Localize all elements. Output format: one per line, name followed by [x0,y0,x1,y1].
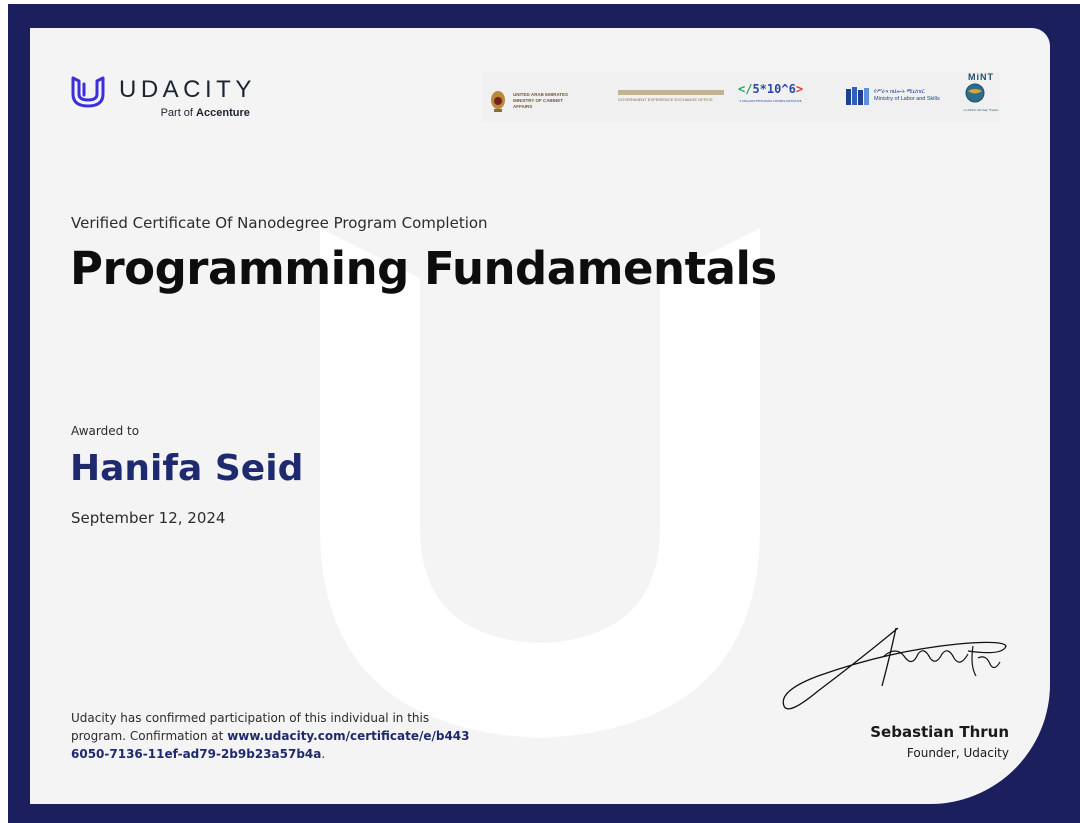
uae-ministry-logo [488,88,577,114]
accenture-tagline: Part of Accenture [160,107,250,119]
globe-icon [964,82,986,104]
certificate-type: Verified Certificate Of Nanodegree Program Completion [71,214,488,232]
signature-image [778,606,1014,726]
recipient-name: Hanifa Seid [70,448,304,489]
labor-ministry-english: Ministry of Labor and Skills [874,96,940,102]
confirmation-text: Udacity has confirmed participation of this individual in this program. Confirmation at www.udacity.com/certificate/e/b4436050-7136-11ef-ad79-2b9b23a57b4a. [71,711,470,761]
confirmation-link[interactable]: www.udacity.com/certificate/e/b4436050-7136-11ef-ad79-2b9b23a57b4a [71,729,470,761]
partner-logos-strip [482,72,1000,122]
uae-emblem-icon [488,88,508,114]
certificate-paper [30,28,1050,804]
labor-ministry-amharic: የሥራና ክህሎት ሚኒስቴር [874,89,925,95]
mint-subtext: የኢኖቬሽንና ቴክኖሎጂ ሚኒስቴር [963,108,999,112]
gov-exchange-logo [618,90,724,102]
udacity-logo [70,74,256,119]
labor-ministry-logo [846,86,940,106]
program-title: Programming Fundamentals [70,242,777,295]
udacity-wordmark: UDACITY [119,76,256,103]
mint-text: MiNT [968,72,994,82]
award-date: September 12, 2024 [71,509,226,527]
signatory-title: Founder, Udacity [906,746,1009,760]
ethiopian-coders-logo: </5*10^6> 5 MILLION ETHIOPIAN CODERS INITIATIVE [738,82,804,103]
books-icon [846,86,870,106]
coders-tagline: 5 MILLION ETHIOPIAN CODERS INITIATIVE [739,99,802,103]
coders-code-text: 5*10^6 [752,82,796,96]
awarded-to-label: Awarded to [71,424,140,438]
uae-ministry-text: UNITED ARAB EMIRATES MINISTRY OF CABINET AFFAIRS [513,92,568,109]
mint-logo [962,72,1000,112]
udacity-u-icon [70,74,106,108]
gov-exchange-text: GOVERNMENT EXPERIENCE EXCHANGE OFFICE [618,97,713,102]
signatory-name: Sebastian Thrun [870,723,1009,741]
